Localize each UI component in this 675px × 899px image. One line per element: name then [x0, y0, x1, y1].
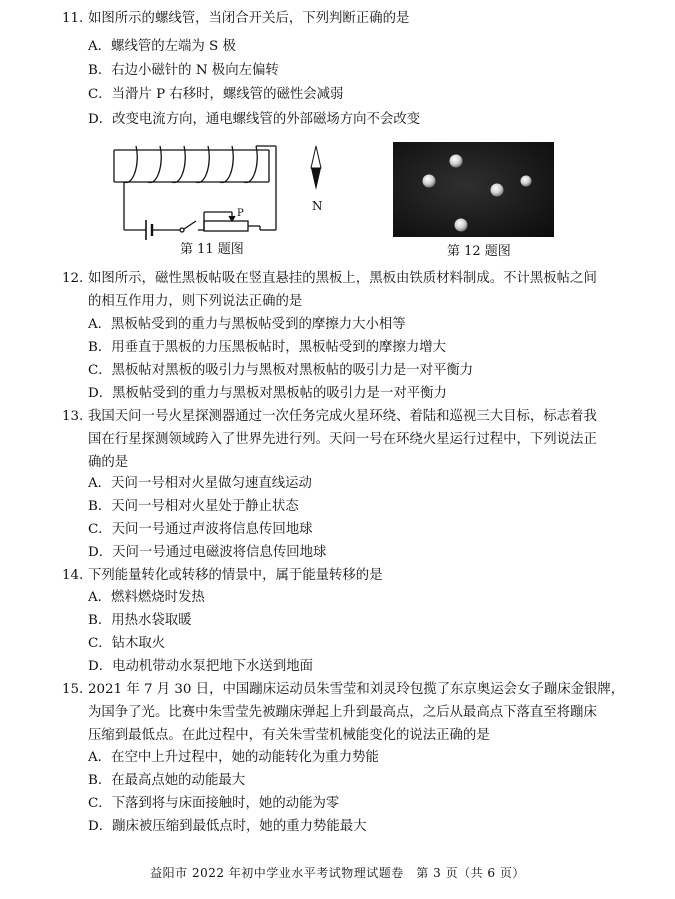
figure-12-caption: 第 12 题图	[447, 244, 511, 259]
q15-option-d: D．蹦床被压缩到最低点时，她的重力势能最大	[88, 819, 367, 834]
q15-option-c: C．下落到将与床面接触时，她的动能为零	[88, 796, 340, 811]
question-number: 11.	[62, 11, 84, 26]
question-text: 我国天问一号火星探测器通过一次任务完成火星环绕、着陆和巡视三大目标，标志着我	[88, 409, 597, 424]
magnets	[393, 142, 554, 237]
question-number: 15.	[62, 682, 84, 697]
q15-option-a: A．在空中上升过程中，她的动能转化为重力势能	[88, 750, 379, 765]
question-text: 如图所示，磁性黑板帖吸在竖直悬挂的黑板上，黑板由铁质材料制成。不计黑板帖之间	[88, 271, 597, 286]
q14-option-d: D．电动机带动水泵把地下水送到地面	[88, 659, 313, 674]
magnet-5	[455, 219, 468, 232]
compass-n-label: N	[312, 199, 323, 213]
magnet-1	[450, 155, 463, 168]
question-15-stem	[62, 680, 624, 700]
question-12-continuation: 的相互作用力，则下列说法正确的是	[88, 294, 303, 309]
question-number: 12.	[62, 271, 84, 286]
question-text: 下列能量转化或转移的情景中，属于能量转移的是	[88, 568, 383, 583]
q15-option-b: B．在最高点她的动能最大	[88, 773, 246, 788]
q14-option-b: B．用热水袋取暖	[88, 613, 192, 628]
question-14-stem	[62, 566, 383, 586]
q13-option-b: B．天问一号相对火星处于静止状态	[88, 499, 299, 514]
question-15-continuation-1: 为国争了光。比赛中朱雪莹先被蹦床弹起上升到最高点，之后从最高点下落直至将蹦床	[88, 705, 597, 720]
q13-option-c: C．天问一号通过声波将信息传回地球	[88, 522, 313, 537]
q12-option-c: C．黑板帖对黑板的吸引力与黑板对黑板帖的吸引力是一对平衡力	[88, 363, 474, 378]
figure-12-blackboard-photo	[393, 142, 554, 237]
q14-option-c: C．钻木取火	[88, 636, 166, 651]
slider-label: P	[237, 208, 244, 219]
magnet-3	[491, 184, 504, 197]
question-12-stem	[62, 269, 597, 289]
q13-option-a: A．天问一号相对火星做匀速直线运动	[88, 476, 312, 491]
question-number: 13.	[62, 409, 84, 424]
question-text: 2021 年 7 月 30 日，中国蹦床运动员朱雪莹和刘灵玲包揽了东京奥运会女子蹦床金银牌，	[88, 682, 625, 697]
question-13-stem	[62, 407, 597, 427]
question-number: 14.	[62, 568, 84, 583]
q12-option-b: B．用垂直于黑板的力压黑板帖时，黑板帖受到的摩擦力增大	[88, 340, 446, 355]
q13-option-d: D．天问一号通过电磁波将信息传回地球	[88, 545, 327, 560]
question-15-continuation-2: 压缩到最低点。在此过程中，有关朱雪莹机械能变化的说法正确的是	[88, 728, 490, 743]
page-footer: 益阳市 2022 年初中学业水平考试物理试题卷 第 3 页（共 6 页）	[150, 866, 525, 880]
question-13-continuation-2: 确的是	[88, 455, 129, 470]
q12-option-a: A．黑板帖受到的重力与黑板帖受到的摩擦力大小相等	[88, 317, 406, 332]
magnet-2	[423, 175, 436, 188]
q12-option-d: D．黑板帖受到的重力与黑板对黑板帖的吸引力是一对平衡力	[88, 386, 447, 401]
figure-11-solenoid-circuit	[104, 142, 344, 242]
question-13-continuation-1: 国在行星探测领域跨入了世界先进行列。天问一号在环绕火星运行过程中，下列说法正	[88, 432, 597, 447]
question-11-stem	[62, 9, 409, 29]
q11-option-b: B．右边小磁针的 N 极向左偏转	[88, 63, 279, 78]
compass-needle-icon	[311, 146, 321, 190]
q11-option-c: C．当滑片 P 右移时，螺线管的磁性会减弱	[88, 87, 344, 102]
figure-11-caption: 第 11 题图	[180, 242, 244, 257]
q11-option-a: A．螺线管的左端为 S 极	[88, 39, 236, 54]
q14-option-a: A．燃料燃烧时发热	[88, 590, 205, 605]
question-text: 如图所示的螺线管，当闭合开关后，下列判断正确的是	[88, 11, 410, 26]
magnet-4	[521, 176, 532, 187]
q11-option-d: D．改变电流方向，通电螺线管的外部磁场方向不会改变	[88, 112, 421, 127]
